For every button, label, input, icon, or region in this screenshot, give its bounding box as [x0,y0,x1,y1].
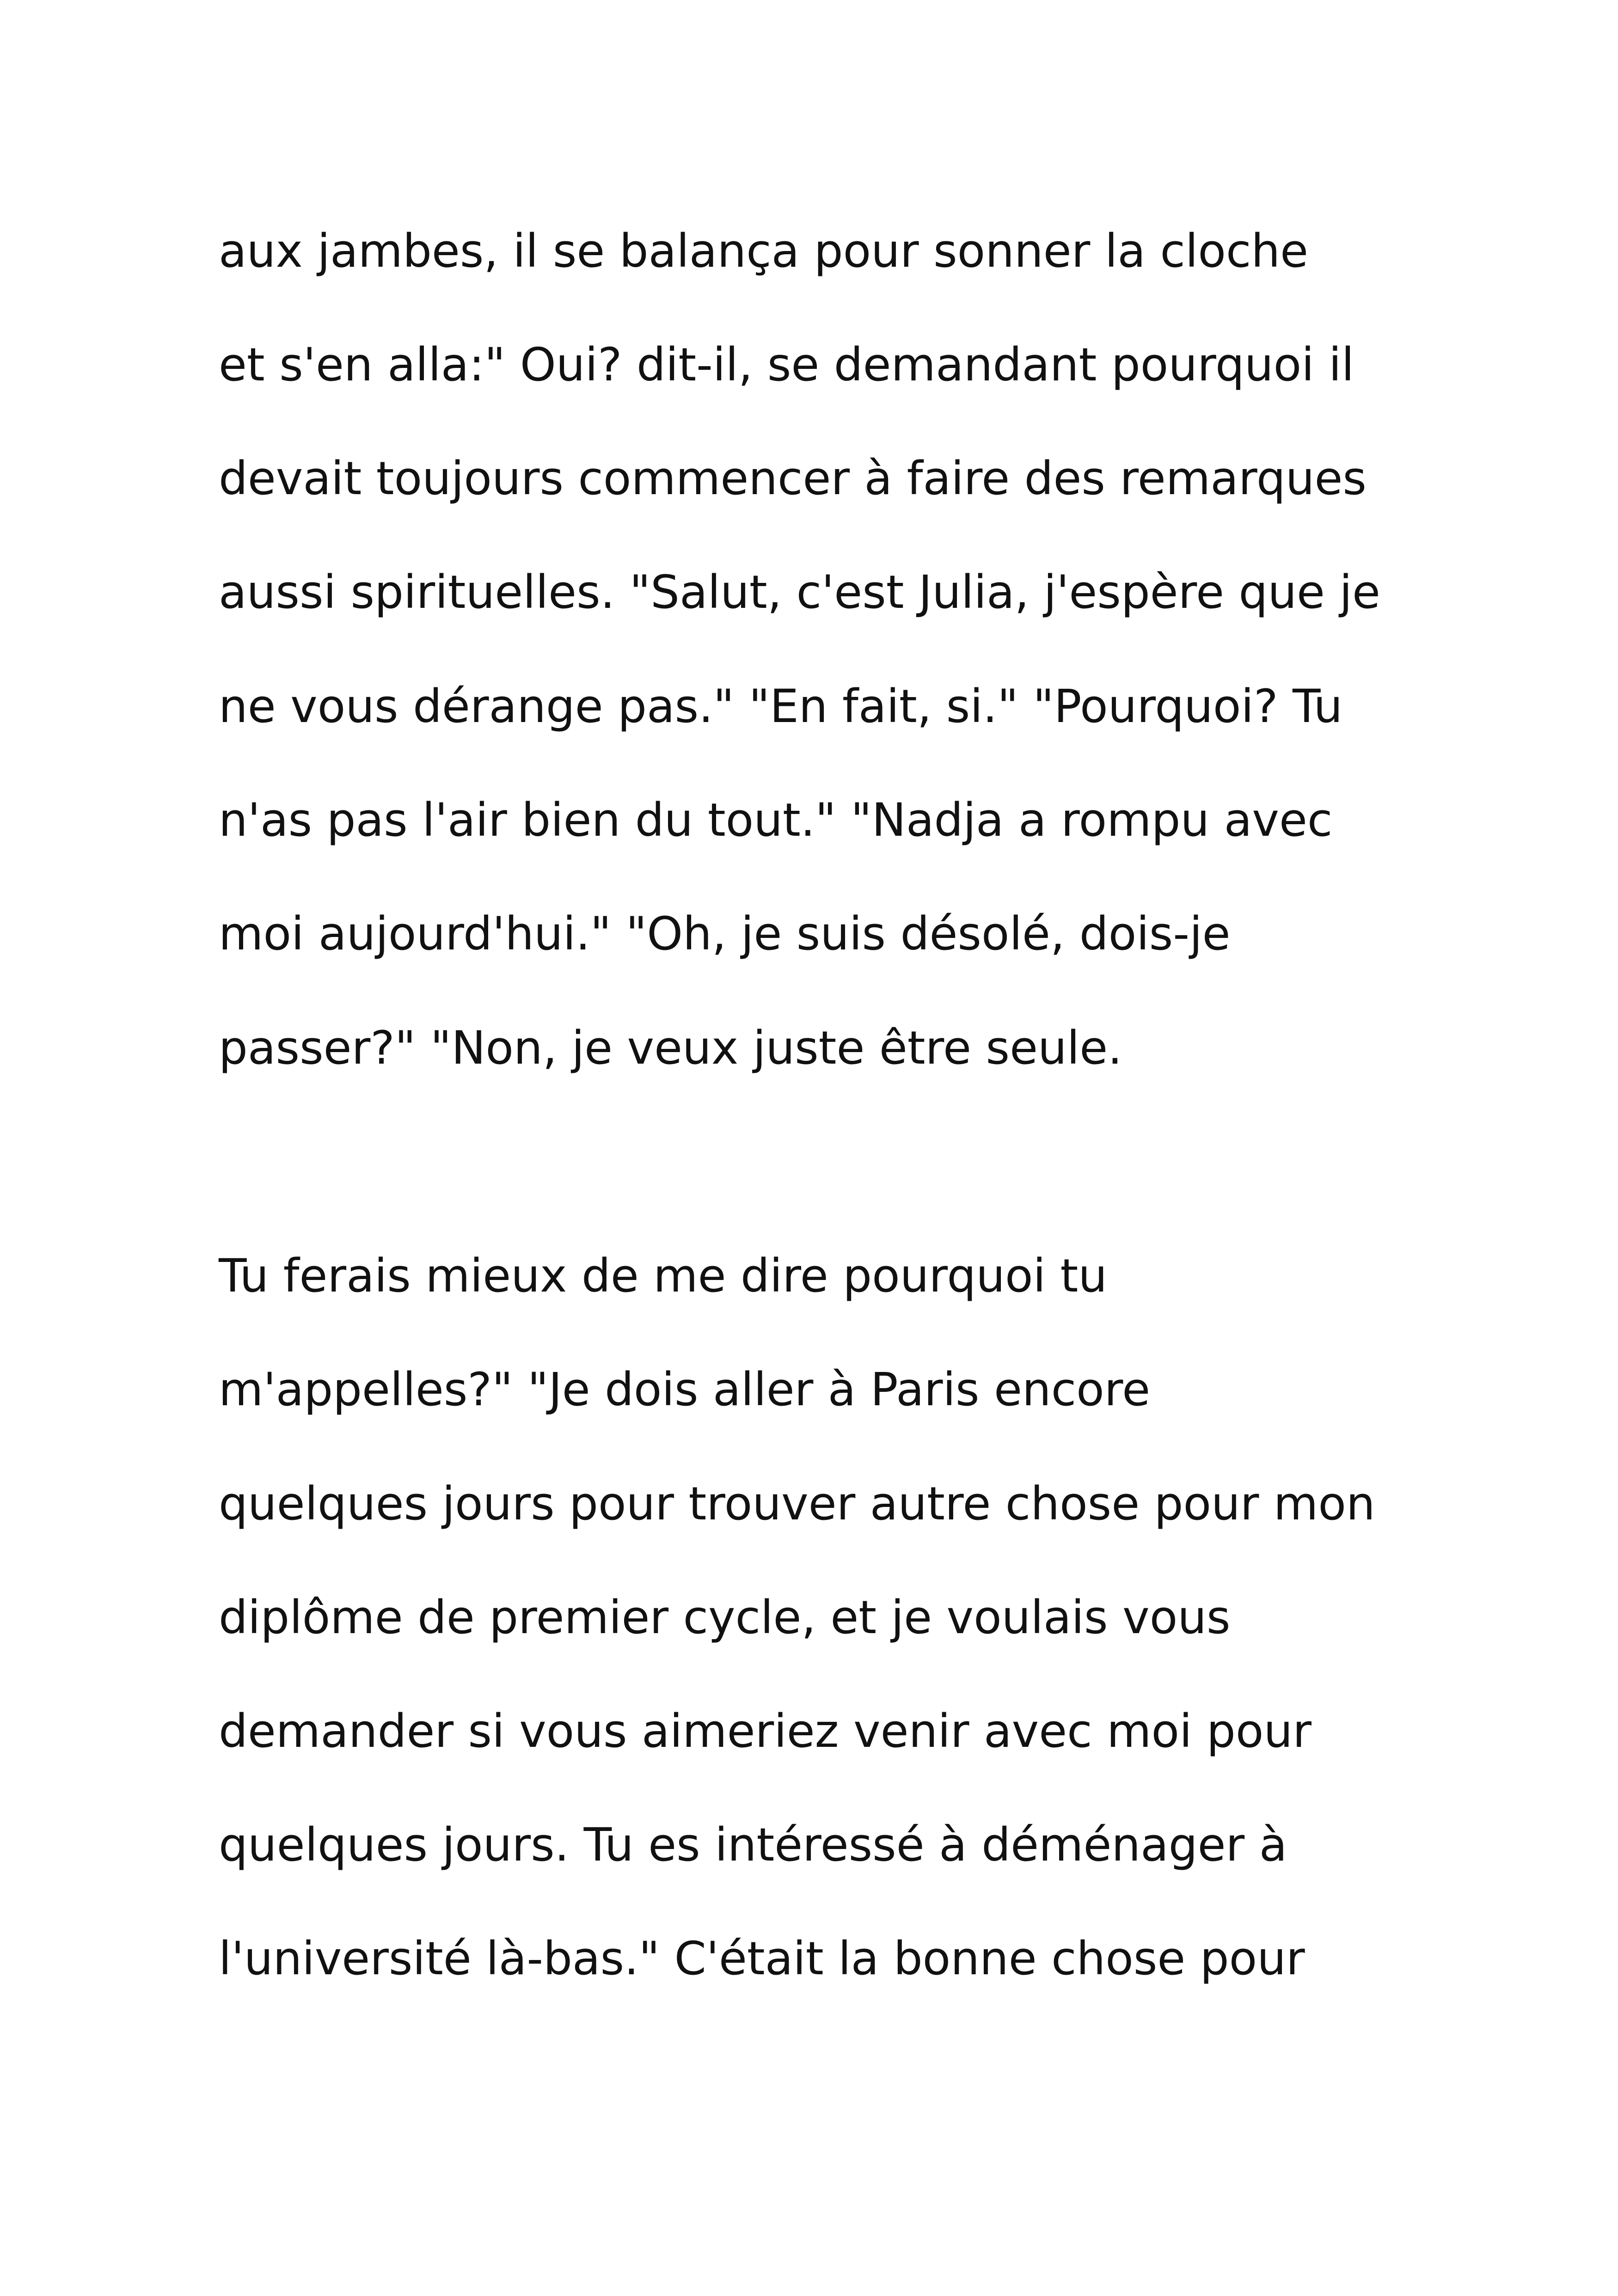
text-line: moi aujourd'hui." "Oh, je suis désolé, dois-je [219,907,1231,961]
text-line: demander si vous aimeriez venir avec moi pour [219,1705,1312,1758]
text-line: aussi spirituelles. "Salut, c'est Julia, j'espère que je [219,566,1380,619]
text-line: passer?" "Non, je veux juste être seule. [219,1022,1122,1075]
text-line: et s'en alla:" Oui? dit-il, se demandant pourquoi il [219,338,1354,392]
text-line: Tu ferais mieux de me dire pourquoi tu [219,1249,1108,1303]
text-line: ne vous dérange pas." "En fait, si." "Pourquoi? Tu [219,680,1343,733]
text-line: quelques jours pour trouver autre chose pour mon [219,1477,1375,1531]
text-line: n'as pas l'air bien du tout." "Nadja a rompu avec [219,794,1333,847]
text-line: devait toujours commencer à faire des remarques [219,452,1367,505]
text-line: l'université là-bas." C'était la bonne chose pour [219,1932,1305,1985]
text-line: quelques jours. Tu es intéressé à déménager à [219,1818,1287,1872]
text-line: m'appelles?" "Je dois aller à Paris encore [219,1363,1151,1416]
text-line: diplôme de premier cycle, et je voulais vous [219,1591,1231,1644]
text-line: aux jambes, il se balança pour sonner la cloche [219,225,1309,278]
